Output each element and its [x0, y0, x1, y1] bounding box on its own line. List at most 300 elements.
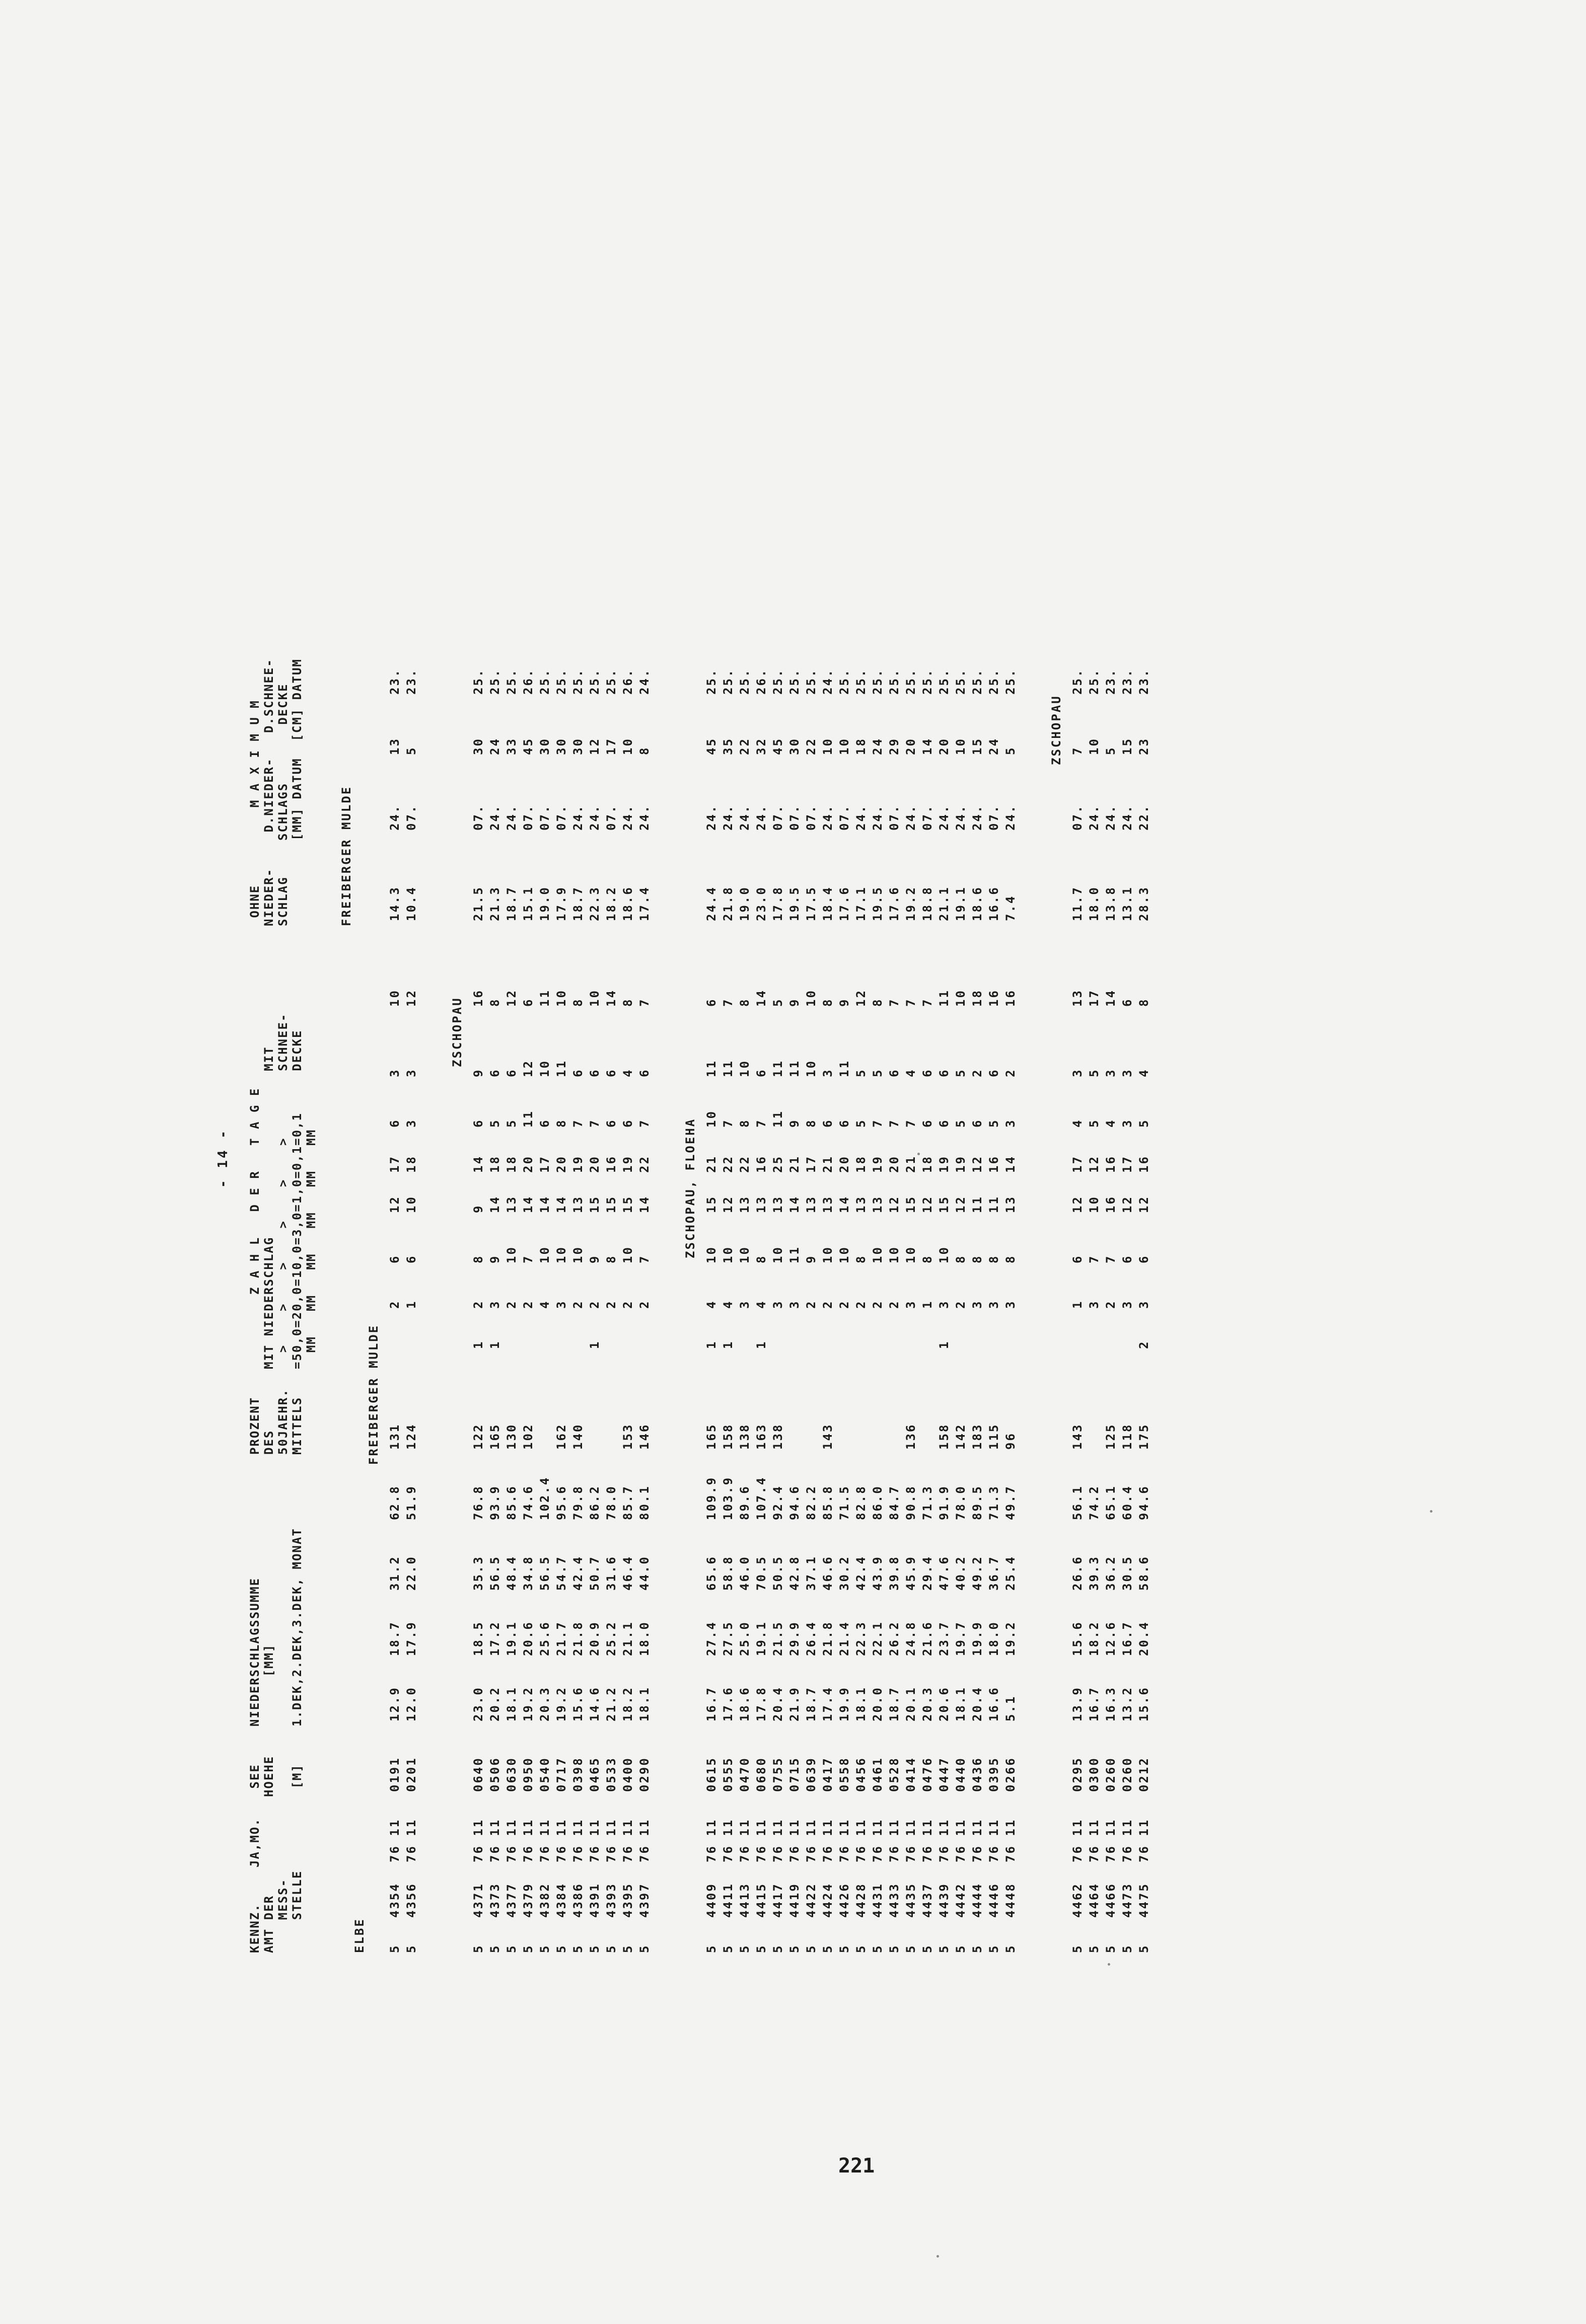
table-cell: 21.1 [937, 886, 951, 921]
table-cell: 15 [937, 1195, 951, 1213]
table-cell: 4422 [804, 1883, 818, 1918]
table-cell: 115 [987, 1423, 1001, 1450]
subsection-label: FREIBERGER MULDE [367, 1324, 381, 1465]
table-cell: 14 [754, 989, 768, 1007]
table-cell: 11 [721, 1060, 735, 1077]
table-cell: 6 [504, 1068, 519, 1077]
table-cell: 71.5 [837, 1485, 851, 1520]
table-cell: 5 [1104, 746, 1118, 755]
table-cell: 6 [621, 1118, 635, 1128]
table-cell: 5 [954, 1944, 968, 1953]
table-cell: 4437 [920, 1883, 934, 1918]
table-cell: 18.6 [970, 886, 984, 921]
table-cell: 15.6 [1070, 1621, 1085, 1656]
table-cell: 30 [538, 737, 552, 755]
table-cell: 5 [871, 1944, 885, 1953]
table-cell: 26. [754, 668, 768, 695]
table-cell: 16 [604, 1155, 618, 1173]
table-cell: 19.2 [904, 886, 918, 921]
table-cell: 10 [887, 1246, 901, 1263]
table-cell: 13 [388, 737, 402, 755]
table-cell: 5 [637, 1944, 652, 1953]
table-cell: 17.6 [887, 886, 901, 921]
table-cell: 12 [404, 989, 418, 1007]
table-cell: 18 [970, 989, 984, 1007]
table-cell: 13 [821, 1195, 835, 1213]
table-cell: 0266 [1003, 1757, 1018, 1792]
table-cell: 12.0 [404, 1686, 418, 1721]
table-cell: 10 [904, 1246, 918, 1263]
table-cell: 2 [588, 1300, 602, 1309]
table-row [521, 171, 536, 1963]
table-cell: 25. [554, 668, 568, 695]
table-cell: 10 [821, 737, 835, 755]
table-cell: 07. [471, 804, 485, 831]
table-cell: 15 [1120, 737, 1134, 755]
table-cell: 50.7 [588, 1555, 602, 1591]
table-cell: 76 11 [404, 1818, 418, 1862]
table-cell: 76 11 [771, 1818, 785, 1862]
table-cell: 49.7 [1003, 1485, 1018, 1520]
table-cell: 1 [937, 1340, 951, 1349]
table-cell: 25. [738, 668, 752, 695]
table-cell: 6 [571, 1068, 585, 1077]
header-zahl-der-tage: Z A H L D E R T A G E MIT NIEDERSCHLAG MIT > > > > > > SCHNEE- =50,0=20,0=10,0=3,0=1,0=0,1=0,1 DECKE MM MM MM MM MM MM [248, 1013, 318, 1369]
table-cell: 14 [1104, 989, 1118, 1007]
table-cell: 136 [904, 1423, 918, 1450]
table-cell: 21 [787, 1155, 802, 1173]
table-cell: 25. [987, 668, 1001, 695]
table-cell: 32 [754, 737, 768, 755]
table-cell: 7 [1070, 746, 1085, 755]
table-cell: 76 11 [970, 1818, 984, 1862]
table-cell: 158 [721, 1423, 735, 1450]
table-cell: 27.5 [721, 1621, 735, 1656]
table-cell: 33 [504, 737, 519, 755]
table-cell: 30.5 [1120, 1555, 1134, 1591]
page-header: - 14 - [215, 1129, 231, 1188]
table-cell: 20 [588, 1155, 602, 1173]
table-cell: 4 [621, 1068, 635, 1077]
table-cell: 10 [771, 1246, 785, 1263]
table-cell: 5 [970, 1944, 984, 1953]
table-cell: 4397 [637, 1883, 652, 1918]
table-cell: 5 [854, 1944, 868, 1953]
table-cell: 17 [1120, 1155, 1134, 1173]
table-cell: 28.3 [1137, 886, 1151, 921]
table-cell: 25. [837, 668, 851, 695]
table-cell: 11 [970, 1195, 984, 1213]
table-cell: 65.6 [704, 1555, 718, 1591]
table-cell: 17 [804, 1155, 818, 1173]
table-cell: 3 [404, 1118, 418, 1128]
table-cell: 24. [1003, 804, 1018, 831]
subsection-label: ZSCHOPAU, FLOEHA [683, 1117, 697, 1258]
table-cell: 4373 [488, 1883, 502, 1918]
table-row [621, 171, 636, 1963]
table-cell: 4419 [787, 1883, 802, 1918]
table-cell: 10 [738, 1246, 752, 1263]
table-cell: 20.0 [871, 1686, 885, 1721]
table-cell: 76 11 [588, 1818, 602, 1862]
table-cell: 86.0 [871, 1485, 885, 1520]
table-cell: 165 [488, 1423, 502, 1450]
table-cell: 76 11 [488, 1818, 502, 1862]
table-cell: 8 [821, 998, 835, 1007]
table-cell: 18.2 [1087, 1621, 1101, 1656]
table-cell: 12.9 [388, 1686, 402, 1721]
table-cell: 76 11 [1104, 1818, 1118, 1862]
table-cell: 13 [854, 1195, 868, 1213]
table-cell: 76 11 [504, 1818, 519, 1862]
table-cell: 8 [738, 998, 752, 1007]
table-cell: 07. [554, 804, 568, 831]
table-cell: 8 [604, 1254, 618, 1263]
table-cell: 4473 [1120, 1883, 1134, 1918]
table-cell: 7 [887, 998, 901, 1007]
table-cell: 27.4 [704, 1621, 718, 1656]
table-cell: 22.3 [588, 886, 602, 921]
table-cell: 5 [871, 1068, 885, 1077]
table-cell: 1 [588, 1340, 602, 1349]
table-cell: 45 [771, 737, 785, 755]
table-cell: 4377 [504, 1883, 519, 1918]
table-cell: 45 [704, 737, 718, 755]
table-cell: 96 [1003, 1432, 1018, 1450]
table-cell: 1 [920, 1300, 934, 1309]
table-cell: 76 11 [937, 1818, 951, 1862]
table-cell: 07. [771, 804, 785, 831]
table-cell: 17 [538, 1155, 552, 1173]
table-cell: 11 [787, 1060, 802, 1077]
table-cell: 92.4 [771, 1485, 785, 1520]
table-cell: 16 [754, 1155, 768, 1173]
table-cell: 70.5 [754, 1555, 768, 1591]
table-cell: 20 [837, 1155, 851, 1173]
table-cell: 6 [388, 1254, 402, 1263]
table-cell: 4409 [704, 1883, 718, 1918]
table-cell: 9 [804, 1254, 818, 1263]
table-cell: 21.8 [721, 886, 735, 921]
table-cell: 24. [1120, 804, 1134, 831]
table-cell: 82.2 [804, 1485, 818, 1520]
table-cell: 5 [738, 1944, 752, 1953]
table-cell: 10 [954, 737, 968, 755]
table-cell: 2 [504, 1300, 519, 1309]
table-cell: 5 [821, 1944, 835, 1953]
table-cell: 85.8 [821, 1485, 835, 1520]
table-cell: 11 [787, 1246, 802, 1263]
table-cell: 16.7 [1120, 1621, 1134, 1656]
table-cell: 0558 [837, 1757, 851, 1792]
table-cell: 76 11 [1137, 1818, 1151, 1862]
table-cell: 3 [787, 1300, 802, 1309]
table-cell: 2 [821, 1300, 835, 1309]
table-cell: 8 [471, 1254, 485, 1263]
table-row [604, 171, 619, 1963]
table-cell: 6 [920, 1118, 934, 1128]
table-cell: 13 [1003, 1195, 1018, 1213]
table-cell: 10 [571, 1246, 585, 1263]
table-cell: 86.2 [588, 1485, 602, 1520]
table-cell: 47.6 [937, 1555, 951, 1591]
table-cell: 20.1 [904, 1686, 918, 1721]
table-cell: 7 [904, 1118, 918, 1128]
scan-speck [1430, 1510, 1432, 1513]
table-cell: 25.6 [538, 1621, 552, 1656]
table-cell: 4379 [521, 1883, 535, 1918]
table-cell: 76 11 [837, 1818, 851, 1862]
table-cell: 13 [804, 1195, 818, 1213]
table-cell: 0417 [821, 1757, 835, 1792]
table-cell: 5 [504, 1944, 519, 1953]
table-cell: 23. [1120, 668, 1134, 695]
table-cell: 12 [504, 989, 519, 1007]
table-row [887, 171, 902, 1963]
header-prozent: PROZENT DES 50JAEHR. MITTELS [248, 1388, 304, 1455]
table-cell: 19.5 [787, 886, 802, 921]
table-cell: 20.4 [970, 1686, 984, 1721]
table-cell: 5 [521, 1944, 535, 1953]
table-cell: 15 [704, 1195, 718, 1213]
table-cell: 146 [637, 1423, 652, 1450]
table-cell: 9 [588, 1254, 602, 1263]
table-cell: 10 [504, 1246, 519, 1263]
table-cell: 91.9 [937, 1485, 951, 1520]
table-cell: 0400 [621, 1757, 635, 1792]
table-cell: 8 [954, 1254, 968, 1263]
table-cell: 93.9 [488, 1485, 502, 1520]
scan-speck [917, 1153, 920, 1155]
table-cell: 25. [1087, 668, 1101, 695]
table-cell: 95.6 [554, 1485, 568, 1520]
table-cell: 5 [404, 746, 418, 755]
table-cell: 24. [704, 804, 718, 831]
table-cell: 10 [937, 1246, 951, 1263]
table-cell: 0533 [604, 1757, 618, 1792]
table-cell: 175 [1137, 1423, 1151, 1450]
table-cell: 22.1 [871, 1621, 885, 1656]
table-cell: 7 [637, 1118, 652, 1128]
table-cell: 10 [804, 989, 818, 1007]
table-cell: 19.0 [538, 886, 552, 921]
table-cell: 07. [837, 804, 851, 831]
table-cell: 24. [821, 804, 835, 831]
table-cell: 24. [871, 804, 885, 831]
table-cell: 25 [771, 1155, 785, 1173]
table-cell: 26.4 [804, 1621, 818, 1656]
table-cell: 10 [804, 1060, 818, 1077]
table-cell: 26. [521, 668, 535, 695]
table-cell: 25. [937, 668, 951, 695]
table-cell: 31.6 [604, 1555, 618, 1591]
table-cell: 162 [554, 1423, 568, 1450]
table-cell: 25.4 [1003, 1555, 1018, 1591]
table-cell: 76 11 [987, 1818, 1001, 1862]
table-cell: 7 [637, 1254, 652, 1263]
table-cell: 5 [604, 1944, 618, 1953]
header-ohne-niederschlag: OHNE NIEDER- SCHLAG [248, 868, 290, 926]
table-cell: 24. [571, 804, 585, 831]
table-cell: 24. [1087, 804, 1101, 831]
table-cell: 14 [604, 989, 618, 1007]
table-cell: 5 [754, 1944, 768, 1953]
table-cell: 9 [787, 1118, 802, 1128]
table-row [771, 171, 786, 1963]
table-cell: 6 [837, 1118, 851, 1128]
table-cell: 5 [804, 1944, 818, 1953]
table-row [637, 171, 653, 1963]
table-cell: 30 [471, 737, 485, 755]
table-cell: 6 [987, 1068, 1001, 1077]
table-row [538, 171, 553, 1963]
table-cell: 0300 [1087, 1757, 1101, 1792]
table-cell: 2 [471, 1300, 485, 1309]
table-cell: 56.5 [488, 1555, 502, 1591]
table-cell: 25. [604, 668, 618, 695]
table-cell: 5 [987, 1118, 1001, 1128]
table-cell: 11 [538, 989, 552, 1007]
table-cell: 5 [1003, 1944, 1018, 1953]
table-cell: 5 [504, 1118, 519, 1128]
table-cell: 19.9 [970, 1621, 984, 1656]
table-cell: 7 [887, 1118, 901, 1128]
table-cell: 4 [1137, 1068, 1151, 1077]
table-cell: 9 [488, 1254, 502, 1263]
table-cell: 07. [887, 804, 901, 831]
table-cell: 23.0 [754, 886, 768, 921]
table-cell: 5 [771, 1944, 785, 1953]
table-cell: 14 [787, 1195, 802, 1213]
table-cell: 76 11 [1120, 1818, 1134, 1862]
table-row [1003, 171, 1019, 1963]
table-cell: 4393 [604, 1883, 618, 1918]
table-cell: 76 11 [854, 1818, 868, 1862]
table-cell: 20 [554, 1155, 568, 1173]
table-cell: 0639 [804, 1757, 818, 1792]
table-cell: 19 [937, 1155, 951, 1173]
table-cell: 3 [821, 1068, 835, 1077]
table-cell: 163 [754, 1423, 768, 1450]
header-niederschlagssumme: NIEDERSCHLAGSSUMME [MM] 1.DEK,2.DEK,3.DEK, MONAT [248, 1528, 304, 1727]
table-row [954, 171, 969, 1963]
table-cell: 24. [738, 804, 752, 831]
table-cell: 07. [521, 804, 535, 831]
table-row [821, 171, 836, 1963]
table-cell: 18 [854, 737, 868, 755]
table-cell: 18.7 [504, 886, 519, 921]
table-cell: 13.9 [1070, 1686, 1085, 1721]
table-cell: 6 [521, 998, 535, 1007]
table-cell: 25.2 [604, 1621, 618, 1656]
table-cell: 18.7 [804, 1686, 818, 1721]
table-cell: 17 [388, 1155, 402, 1173]
table-cell: 26.2 [887, 1621, 901, 1656]
table-cell: 89.6 [738, 1485, 752, 1520]
table-cell: 0470 [738, 1757, 752, 1792]
table-cell: 19.1 [754, 1621, 768, 1656]
table-cell: 4411 [721, 1883, 735, 1918]
table-cell: 10 [954, 989, 968, 1007]
table-cell: 10 [538, 1060, 552, 1077]
table-cell: 25. [970, 668, 984, 695]
table-cell: 76 11 [721, 1818, 735, 1862]
table-cell: 25. [704, 668, 718, 695]
table-cell: 10 [554, 989, 568, 1007]
table-cell: 14 [471, 1155, 485, 1173]
table-cell: 29.4 [920, 1555, 934, 1591]
table-cell: 17.8 [771, 886, 785, 921]
table-cell: 42.4 [571, 1555, 585, 1591]
table-cell: 44.0 [637, 1555, 652, 1591]
table-cell: 4356 [404, 1883, 418, 1918]
table-cell: 15 [904, 1195, 918, 1213]
table-cell: 24. [937, 804, 951, 831]
table-cell: 25. [571, 668, 585, 695]
table-cell: 5 [538, 1944, 552, 1953]
table-cell: 8 [738, 1118, 752, 1128]
table-cell: 13.1 [1120, 886, 1134, 921]
table-cell: 21.7 [554, 1621, 568, 1656]
table-cell: 07. [404, 804, 418, 831]
table-cell: 40.2 [954, 1555, 968, 1591]
table-cell: 5 [887, 1944, 901, 1953]
table-cell: 5 [588, 1944, 602, 1953]
table-cell: 3 [937, 1300, 951, 1309]
table-cell: 21.8 [821, 1621, 835, 1656]
table-cell: 6 [937, 1068, 951, 1077]
table-cell: 10 [404, 1195, 418, 1213]
table-cell: 5 [488, 1118, 502, 1128]
table-cell: 12 [854, 989, 868, 1007]
table-cell: 4 [754, 1300, 768, 1309]
table-cell: 18.6 [738, 1686, 752, 1721]
table-cell: 19.7 [954, 1621, 968, 1656]
table-cell: 94.6 [1137, 1485, 1151, 1520]
table-cell: 76 11 [521, 1818, 535, 1862]
subsection-label: ZSCHOPAU [450, 997, 464, 1067]
table-cell: 0290 [637, 1757, 652, 1792]
table-cell: 25. [504, 668, 519, 695]
table-cell: 35 [721, 737, 735, 755]
header-ja-mo: JA,MO. [248, 1818, 262, 1867]
table-cell: 2 [970, 1068, 984, 1077]
table-cell: 76 11 [954, 1818, 968, 1862]
table-cell: 7 [1087, 1254, 1101, 1263]
table-cell: 13 [504, 1195, 519, 1213]
table-cell: 24. [821, 668, 835, 695]
table-cell: 11 [771, 1110, 785, 1128]
table-cell: 76 11 [1087, 1818, 1101, 1862]
table-cell: 3 [904, 1300, 918, 1309]
table-cell: 25. [804, 668, 818, 695]
table-cell: 22 [804, 737, 818, 755]
table-cell: 4424 [821, 1883, 835, 1918]
table-cell: 22.0 [404, 1555, 418, 1591]
table-cell: 19 [954, 1155, 968, 1173]
table-cell: 17.5 [804, 886, 818, 921]
table-cell: 5 [471, 1944, 485, 1953]
table-cell: 18.6 [621, 886, 635, 921]
table-cell: 16 [471, 989, 485, 1007]
table-cell: 102.4 [538, 1476, 552, 1520]
table-cell: 12 [1070, 1195, 1085, 1213]
table-cell: 12 [1120, 1195, 1134, 1213]
table-cell: 76 11 [871, 1818, 885, 1862]
table-cell: 2 [804, 1300, 818, 1309]
table-cell: 7 [920, 998, 934, 1007]
table-cell: 18.1 [637, 1686, 652, 1721]
